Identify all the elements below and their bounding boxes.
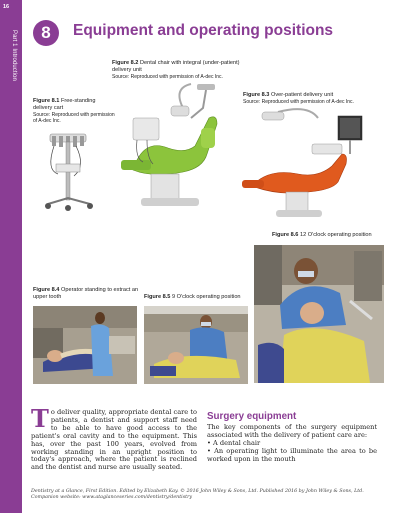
footer-website: Companion website: www.ataglanceseries.com/dentistry/dentistry bbox=[31, 495, 193, 500]
side-tab bbox=[0, 0, 22, 513]
chapter-title: Equipment and operating positions bbox=[73, 22, 334, 39]
chapter-number-badge: 8 bbox=[33, 20, 59, 46]
section-heading-surgery-equipment: Surgery equipment bbox=[207, 411, 297, 422]
page-footer bbox=[31, 489, 364, 501]
operator-standing-photo bbox=[33, 306, 137, 384]
page-number: 16 bbox=[3, 4, 10, 10]
part-label: Part 1 Introduction bbox=[11, 30, 17, 81]
figure-8-5-caption: Figure 8.5 9 O'clock operating position bbox=[144, 294, 241, 300]
dental-chair-under-patient-image bbox=[113, 78, 240, 218]
delivery-cart-image bbox=[36, 130, 108, 214]
figure-8-6-caption: Figure 8.6 12 O'clock operating position bbox=[272, 232, 372, 238]
nine-oclock-position-photo bbox=[144, 306, 248, 384]
bullet-item: • An operating light to illuminate the area to be worked upon in the mouth bbox=[207, 446, 377, 463]
figure-8-2-caption: Figure 8.2 Dental chair with integral (under-patient) delivery unit Source: Reproduced with permission of A-dec Inc. bbox=[112, 60, 240, 80]
footer-citation: Dentistry at a Glance, First Edition. Edited by Elizabeth Kay. © 2016 John Wiley & Sons, Ltd. Published 2016 by John Wiley & Sons, Ltd. bbox=[31, 489, 364, 494]
bullet-item: • A dental chair bbox=[207, 438, 261, 447]
drop-cap: T bbox=[31, 404, 49, 433]
dental-chair-over-patient-image bbox=[238, 104, 372, 222]
twelve-oclock-position-photo bbox=[254, 245, 384, 383]
figure-8-1-caption: Figure 8.1 Free-standing delivery cart Source: Reproduced with permission of A-dec Inc. bbox=[33, 98, 115, 125]
figure-8-3-caption: Figure 8.3 Over-patient delivery unit Source: Reproduced with permission of A-dec Inc. bbox=[243, 92, 354, 105]
surgery-equipment-text: The key components of the surgery equipment associated with the delivery of patient care are: • A dental chair • An operating light to illuminate the area to be worked upon in the mouth bbox=[207, 423, 377, 463]
intro-paragraph: To deliver quality, appropriate dental care to patients, a dentist and support staff need to be able to have good access to the patient's oral cavity and to the equipment. This has, over the past 100 years, evolved from working standing in an upright position to today's approach, where the patient is reclined and the dentist and nurse are usually seated. bbox=[31, 404, 197, 472]
figure-8-4-caption: Figure 8.4 Operator standing to extract an upper tooth bbox=[33, 287, 139, 300]
